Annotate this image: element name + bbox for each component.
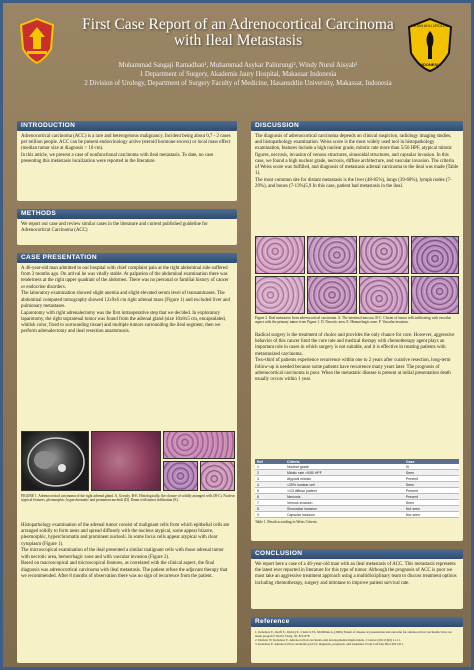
table-cell: Mitotic rate >5/50 HPF bbox=[285, 470, 404, 476]
gross-specimen-image bbox=[91, 431, 161, 491]
reference-item: 2. Dackiw W, Kebebew E. Adrenocortical carcinoma and developmental implications. J Cancer (2011) 6(6) 11-11. bbox=[255, 638, 401, 642]
introduction-paragraph: In this article, we present a case of nonfunctional carcinoma with ileal metastasis. To date, no case presenting this metastasis localization were reported in the literature. bbox=[21, 153, 214, 165]
figure2-image-g bbox=[359, 276, 409, 314]
histology-image-c bbox=[163, 461, 198, 491]
figure2-caption: Figure 2. Ileal metastasis from adrenocortical carcinoma. A. The intestinal mucosa. B-C. Cluster of tumor cells infiltrating with vascular aspect with the primary tumor from Figure 1. D. Necrotic area. E. Hemorrhagic zone. F. Vascular invasion. bbox=[255, 316, 451, 325]
table-cell: Nuclear grade bbox=[285, 464, 404, 470]
reference-item: 1. Kebebew E., Reiff E., Duh Q.Y., Clark O. H., McMillan A. (2006) Extent of disease at presentation and outcome for adrenocortical carcinoma: have we made progress? World J Surg. 30, 872-878. bbox=[255, 630, 452, 638]
table-cell: III bbox=[404, 464, 459, 470]
case-paragraph: Histopathology examination of the adrenal tumor consist of malignant cells from which epithelial cells are arranged solidly to form nests and spread diffusely with the nucleus atypical, some appear bizarre, pleomorphic, hyperchromatin and prominent nucleoli. In some focus cells appear atypical with clear cytoplasm (Figure 1). bbox=[21, 523, 230, 547]
reference-item: 3. Kebebew E. Adrenocortical carcinoma (ACC): diagnosis, prognosis, and treatment. Front Cell Dev Biol 2021;9:1. bbox=[255, 642, 404, 646]
case-paragraph: A 46-year-old man admitted to our hospital with chief complaint pain at the right abdominal side suffered from 3 months ago. On arrival he was vitally stable. At palpation of the abdominal examination there was tenderness at the right upper quadrant of the abdomen. There was no personal or familial history of cancer or endocrine disorders. bbox=[21, 266, 229, 290]
table-header-cell: Criteria bbox=[285, 459, 404, 464]
urology-logo-top-text: IKATAN AHLI UROLOGI bbox=[410, 24, 450, 28]
conclusion-heading: CONCLUSION bbox=[251, 549, 463, 559]
conclusion-paragraph: We report here a case of a 46-year-old man with an ileal metastasis of ACC. This metastasis represents the latest ever reported in literature for this type of tumor. Although the prognosis of ACC is poor we must take an aggressive treatment approach using a multidisciplinary team to discuss treatment options including chemotherapy, surgery and mitotane to improve patient survival rate. bbox=[255, 562, 457, 586]
methods-paragraph: We report our case and review similar cases in the literature and current published guideline for Adrenocortical Carcinoma (ACC) bbox=[21, 222, 208, 234]
table-cell: Present bbox=[404, 494, 459, 500]
table-cell: 3 bbox=[255, 476, 285, 482]
weiss-criteria-table-wrap bbox=[255, 459, 459, 525]
table-header-cell: Ref bbox=[255, 459, 285, 464]
conclusion-text bbox=[255, 562, 459, 587]
discussion-paragraph: Radical surgery is the treatment of choice and provides the only chance for cure. However, aggressive behavior of this cancer limit the cure rate and medical therapy with chemotherapy agent plays an important role in cases in which surgery is not suitable, and it is effective in treating patients with metastasized carcinoma. bbox=[255, 333, 455, 357]
figure2-image-h bbox=[411, 276, 459, 314]
poster-header bbox=[3, 3, 471, 110]
table-cell: 5 bbox=[255, 488, 285, 494]
table-cell: Not seen bbox=[404, 512, 459, 518]
case-paragraph: The microscopical examination of the ileal presented a similar malignant cells with those adrenal tumor with necrotic area, hemorrhagic zone and with vascular invasion (Figure 2). bbox=[21, 548, 224, 560]
figure1-caption: FIGURE 1. Adrenocortical carcinoma of the right adrenal gland. A. Grossly. B-E. Histologically, the closure of solidly arranged cells (B-C). Nuclear atypical features, pleomorphic, hyperchromatic and prominent nucleoli (D). Ileum with tumor infiltration (E). bbox=[21, 494, 235, 503]
table-row bbox=[255, 512, 459, 518]
table-cell: 4 bbox=[255, 482, 285, 488]
urology-association-logo-icon bbox=[407, 17, 453, 73]
case-paragraph: Based on macroscopical and microscopical features, as correlated with the clinical aspect, the final diagnosis was adrenocortical carcinoma with ileal metastasis. The patient refuse the adjuvant therapy that we recommended. After 8 months of observation there was no sign of recurrence from the patient. bbox=[21, 561, 228, 579]
introduction-paragraph: Adrenocortical carcinoma (ACC) is a rare and heterogenous malignancy. Incident being about 0,7 - 2 cases per million people. ACC can be present endocrinology active (steroid hormone excess) or local mass effect (median tumor size at diagnosis > 10 cm). bbox=[21, 134, 231, 152]
histology-image-d bbox=[200, 461, 235, 491]
figure2-image-c bbox=[359, 236, 409, 274]
table-header-cell: Case bbox=[404, 459, 459, 464]
authors-line: Muhammad Sangaji Ramadhan¹, Muhammad Asykar Palinrungi², Windy Nurul Aisyah³ bbox=[118, 62, 358, 69]
table-cell: 1 bbox=[255, 464, 285, 470]
histology-image-b bbox=[163, 431, 235, 459]
title-line-1: First Case Report of an Adrenocortical Carcinoma bbox=[82, 16, 394, 33]
case-paragraph: Laparotomy with right adrenalectomy was the first intraoperative step that we decided. In exploratory laparotomy, the right suprarenal tumor was found from the adrenal gland (size 10x8x5 cm, encapsulated, whitish color, fixed to surrounding tissue) and multiple tumors surrounding the ileal segment, then we perform adrenalectomy and ileal resection anastomosis. bbox=[21, 310, 226, 335]
table-cell: Seen bbox=[404, 470, 459, 476]
urology-logo-bottom-text: INDONESIA bbox=[418, 62, 442, 67]
table-cell: Capsular invasion bbox=[285, 512, 404, 518]
table-cell: Sinusoidal invasion bbox=[285, 506, 404, 512]
university-logo-icon bbox=[17, 17, 57, 65]
table-cell: 2 bbox=[255, 470, 285, 476]
case-presentation-text-2 bbox=[21, 523, 233, 581]
title-line-2: with Ileal Metastasis bbox=[173, 32, 303, 49]
case-paragraph: The laboratory examination showed slight anemia and slight elevated serum level of transaminases. The abdominal computed tomography showed 12x9x6 cm right adrenal mass (Figure 1) and excluded liver and pulmonary metastases. bbox=[21, 291, 230, 309]
references-list bbox=[255, 630, 459, 646]
table-cell: Present bbox=[404, 476, 459, 482]
discussion-text bbox=[255, 134, 459, 191]
references-heading: Reference bbox=[251, 617, 463, 627]
methods-heading: METHODS bbox=[17, 209, 237, 219]
table-cell: 9 bbox=[255, 512, 285, 518]
table-cell: Atypical mitosis bbox=[285, 476, 404, 482]
ct-scan-figure-icon bbox=[22, 432, 89, 491]
table-cell: Seen bbox=[404, 500, 459, 506]
table-cell: Necrosis bbox=[285, 494, 404, 500]
affiliation-1: 1 Department of Surgery, Akademis Jaury Hospital, Makassar Indonesia bbox=[139, 71, 337, 78]
figure2-image-a bbox=[255, 236, 305, 274]
table-cell: Not seen bbox=[404, 506, 459, 512]
discussion-paragraph: The diagnosis of adrenocortical carcinoma depends on clinical suspicion, radiology imaging studies, and histopathology examination. Weiss score is the most widely used tool in histopathology examination, features include a high nuclear grade, mitotic rate more than 5/50 HPF, atypical mitotic figures, necrosis, invasion of venous structures, sinusoidal structures, and capsular invasion. In this case, we found a high nuclear grade, necrosis, diffuse architecture, and vascular invasion. The criteria of Weiss score was fulfilled, and diagnosis of metastasis adrenal carcinoma to the ileal was made (Table 1). bbox=[255, 134, 459, 177]
figure2-image-b bbox=[307, 236, 357, 274]
methods-text bbox=[21, 222, 233, 235]
introduction-heading: INTRODUCTION bbox=[17, 121, 237, 131]
table-cell: 7 bbox=[255, 500, 285, 506]
weiss-criteria-table bbox=[255, 459, 459, 518]
discussion-paragraph: The most common site for distant metastasis is the liver (48-85%), lungs (39-60%), lymph nodes (7-29%), and bones (7-13%)5,9 In this case, patient had metastasis in the ileal. bbox=[255, 178, 452, 190]
authors-block bbox=[63, 61, 413, 88]
table-cell: 6 bbox=[255, 494, 285, 500]
introduction-text bbox=[21, 134, 233, 166]
table-cell: <25% nuclear cell bbox=[285, 482, 404, 488]
table1-caption: Table 1. Result according to Weiss Criteria bbox=[255, 520, 317, 525]
case-presentation-heading: CASE PRESENTATION bbox=[17, 253, 237, 263]
table-cell: 8 bbox=[255, 506, 285, 512]
figure2-image-e bbox=[255, 276, 305, 314]
case-presentation-text bbox=[21, 266, 233, 336]
discussion-text-2 bbox=[255, 333, 459, 384]
affiliation-2: 2 Division of Urology, Department of Surgery Faculty of Medicine, Hasanuddin University, Makassar, Indonesia bbox=[84, 80, 392, 87]
ct-scan-image bbox=[21, 431, 89, 491]
figure2-image-d bbox=[411, 236, 459, 274]
table-cell: >1/3 diffuse pattern bbox=[285, 488, 404, 494]
table-cell: Seen bbox=[404, 482, 459, 488]
poster-title bbox=[73, 17, 403, 49]
figure2-image-f bbox=[307, 276, 357, 314]
discussion-paragraph: Two-third of patients experience recurrence within one to 2 years after curative resection, long-term follow-up is needed because some patients have recurrence many years later. The prognosis of adrenocortical carcinoma is poor. When the metastatic disease is present at initial presentation death usually occurs within 1 year. bbox=[255, 358, 451, 383]
table-cell: Venous invasion bbox=[285, 500, 404, 506]
discussion-heading: DISCUSSION bbox=[251, 121, 463, 131]
table-cell: Present bbox=[404, 488, 459, 494]
